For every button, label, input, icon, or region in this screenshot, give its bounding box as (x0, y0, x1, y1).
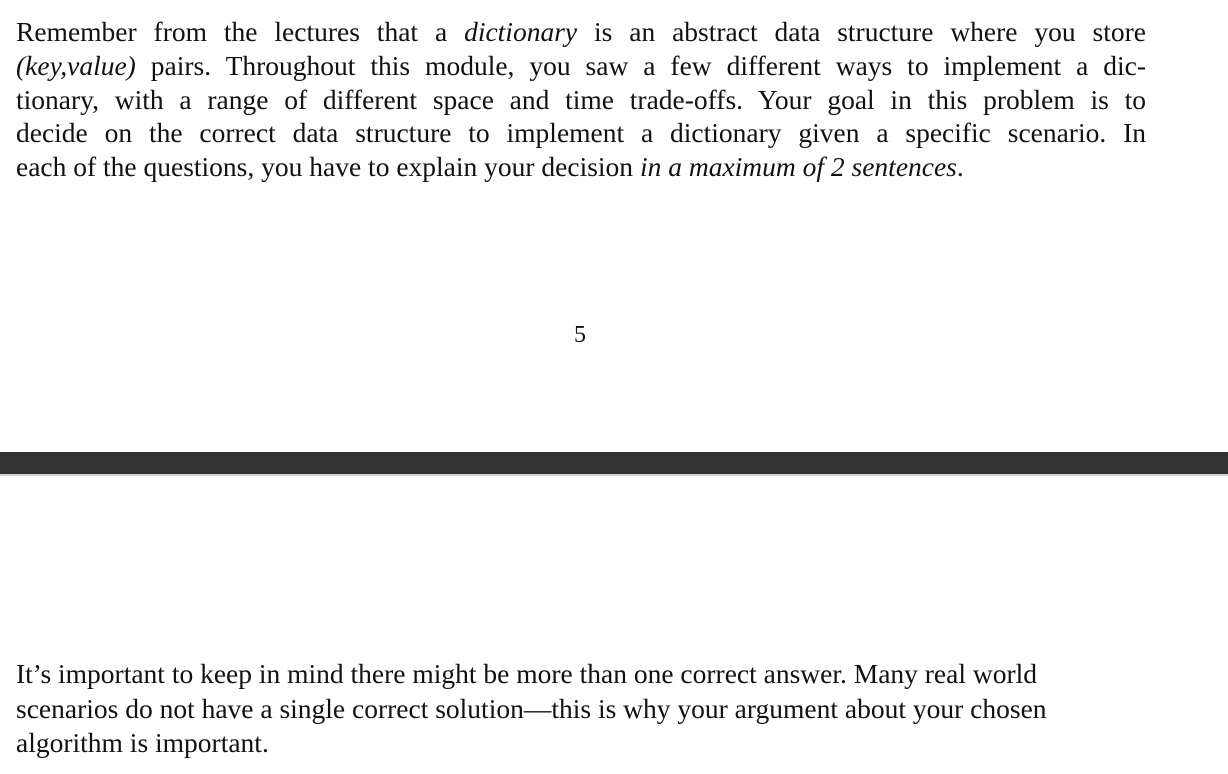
note-line-3: algorithm is important. (16, 727, 269, 758)
intro-line-1: Remember from the lectures that a dictionary is an abstract data structure where you store (16, 16, 1147, 47)
page-break-divider-edge (0, 474, 1228, 476)
intro-line-5: each of the questions, you have to explain your decision in a maximum of 2 sentences. (16, 151, 964, 183)
intro-paragraph (16, 15, 1146, 184)
note-paragraph (16, 657, 1146, 761)
key-value-term: (key,value) (16, 49, 136, 81)
intro-line-3: tionary, with a range of different space and time trade-offs. Your goal in this problem is to (16, 83, 1146, 115)
sentence-limit-term: in a maximum of 2 sentences (639, 151, 957, 183)
dictionary-term: dictionary (464, 16, 578, 47)
note-line-2: scenarios do not have a single correct solution—this is why your argument about your chosen (16, 692, 1047, 724)
note-line-1: It’s important to keep in mind there might be more than one correct answer. Many real world (16, 658, 1038, 689)
page-break-divider (0, 452, 1228, 474)
page-number: 5 (574, 322, 586, 348)
intro-line-4: decide on the correct data structure to implement a dictionary given a specific scenario. In (16, 117, 1146, 149)
intro-line-2: (key,value) pairs. Throughout this module, you saw a few different ways to implement a dic- (16, 49, 1146, 81)
